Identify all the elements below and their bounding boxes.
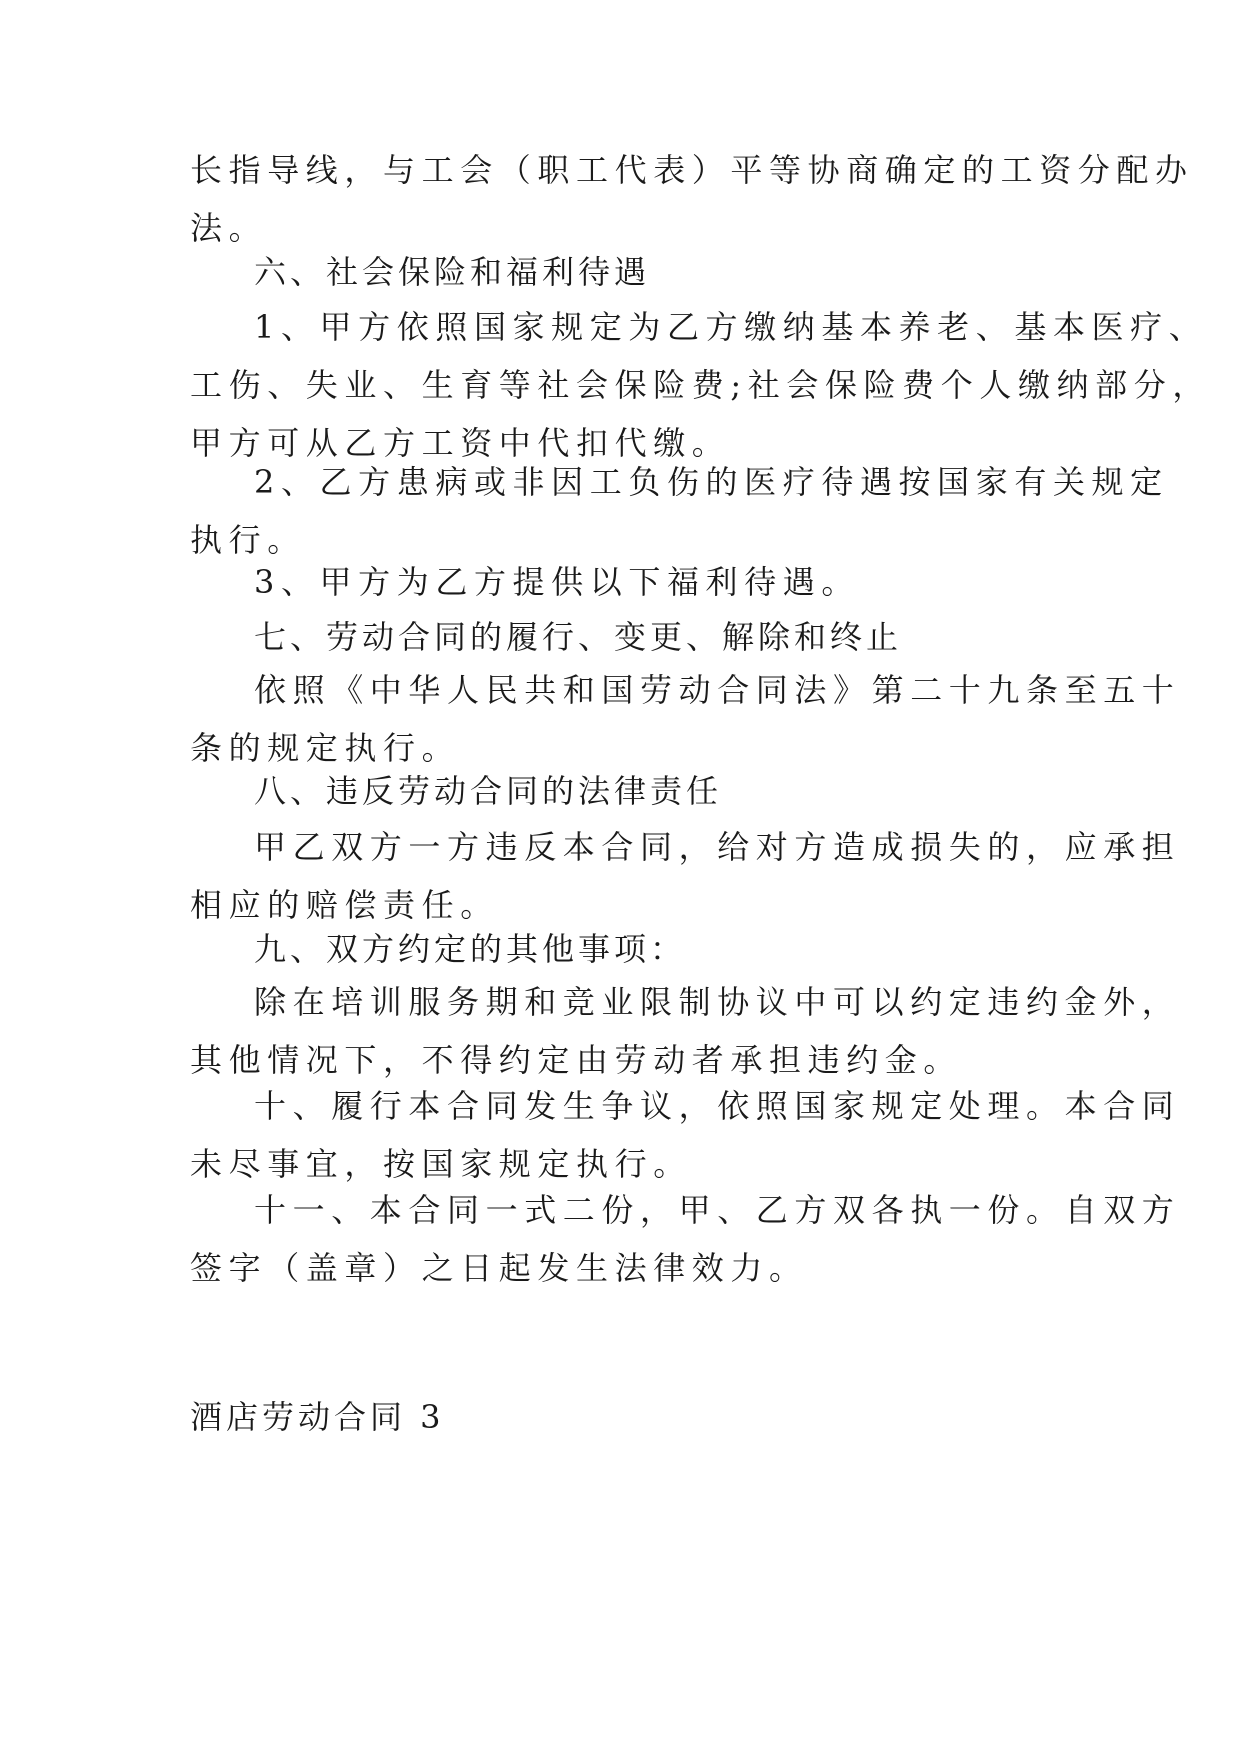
heading-social-insurance [190, 243, 1070, 301]
paragraph-performance [190, 661, 1181, 777]
paragraph-insurance-3 [190, 553, 1070, 611]
paragraph-insurance-1 [190, 298, 1211, 472]
text-line: 除在培训服务期和竞业限制协议中可以约定违约金外， [254, 983, 1181, 1021]
paragraph-wage-continued [190, 141, 1194, 257]
paragraph-insurance-2 [190, 453, 1169, 569]
text-line: 八、违反劳动合同的法律责任 [254, 772, 723, 810]
text-line: 工伤、失业、生育等社会保险费;社会保险费个人缴纳部分， [190, 366, 1211, 404]
text-line: 九、双方约定的其他事项： [254, 930, 687, 968]
text-line: 法。 [190, 209, 268, 247]
heading-contract-performance [190, 608, 1070, 666]
text-line: 十、履行本合同发生争议，依照国家规定处理。本合同 [254, 1087, 1181, 1125]
text-line: 十一、本合同一式二份，甲、乙方双各执一份。自双方 [254, 1191, 1181, 1229]
heading-other-matters [190, 920, 1070, 978]
heading-liability [190, 762, 1070, 820]
section-title [190, 1388, 1070, 1446]
text-line: 七、劳动合同的履行、变更、解除和终止 [254, 618, 903, 656]
text-line: 签字（盖章）之日起发生法律效力。 [190, 1249, 808, 1287]
text-line: 长指导线，与工会（职工代表）平等协商确定的工资分配办 [190, 151, 1194, 189]
section-title-text: 酒店劳动合同 3 [190, 1398, 445, 1436]
text-line: 2、乙方患病或非因工负伤的医疗待遇按国家有关规定 [254, 463, 1169, 501]
text-line: 甲乙双方一方违反本合同，给对方造成损失的，应承担 [254, 828, 1181, 866]
paragraph-liability [190, 818, 1181, 934]
text-line: 1、甲方依照国家规定为乙方缴纳基本养老、基本医疗、 [254, 308, 1208, 346]
text-line: 条的规定执行。 [190, 729, 461, 767]
text-line: 执行。 [190, 521, 306, 559]
text-line: 甲方可从乙方工资中代扣代缴。 [190, 424, 731, 462]
paragraph-copies [190, 1181, 1181, 1297]
paragraph-disputes [190, 1077, 1181, 1193]
text-line: 相应的赔偿责任。 [190, 886, 499, 924]
text-line: 六、社会保险和福利待遇 [254, 253, 651, 291]
text-line: 依照《中华人民共和国劳动合同法》第二十九条至五十 [254, 671, 1181, 709]
text-line: 未尽事宜，按国家规定执行。 [190, 1145, 692, 1183]
paragraph-other-matters [190, 973, 1181, 1089]
text-line: 3、甲方为乙方提供以下福利待遇。 [254, 563, 860, 601]
text-line: 其他情况下，不得约定由劳动者承担违约金。 [190, 1041, 963, 1079]
